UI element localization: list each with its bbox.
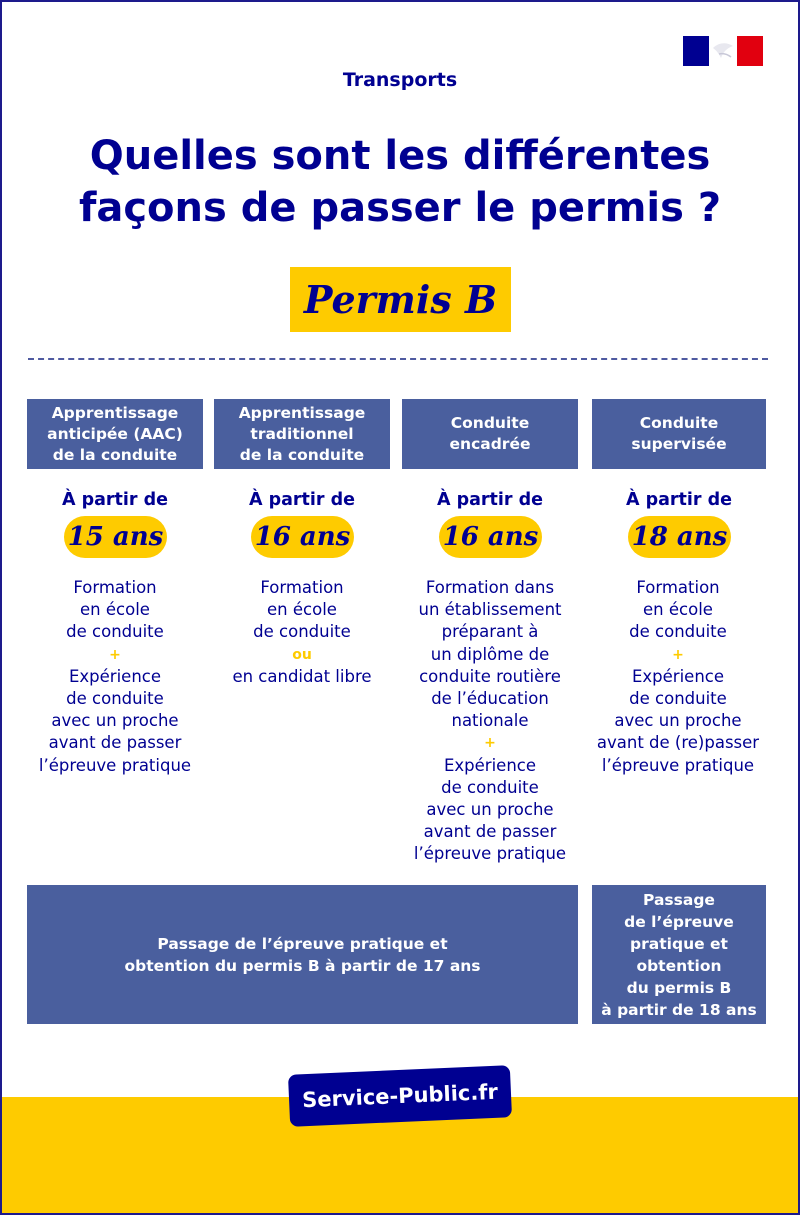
description-line: Formation [636, 578, 720, 597]
apartir-label: À partir de [61, 490, 169, 510]
description-line: préparant à [441, 622, 539, 642]
description-line: l’épreuve pratique [601, 755, 755, 775]
description-line: un diplôme de [430, 644, 550, 664]
age-pill [628, 516, 731, 558]
description-line: avec un proche [426, 800, 554, 820]
description-line: de conduite [66, 622, 164, 642]
description-line: Expérience [631, 666, 724, 686]
description-line: Expérience [443, 755, 536, 775]
page-title [0, 130, 800, 234]
plus-separator: + [484, 735, 496, 752]
column-header-aac [27, 399, 203, 469]
column-header-line: anticipée (AAC) [47, 424, 183, 443]
title-line-1: Quelles sont les différentes [89, 133, 711, 179]
apartir-label: À partir de [436, 490, 544, 510]
description-line: Formation [73, 578, 157, 597]
summary-line: obtention du permis B à partir de 17 ans [124, 956, 481, 975]
description-line: conduite routière [419, 666, 561, 686]
description-line: Formation [260, 578, 344, 597]
service-public-logo [288, 1065, 512, 1127]
permis-badge [290, 267, 511, 332]
description-line: Formation dans [425, 578, 555, 597]
description-line: en école [80, 600, 150, 620]
description-line: l’épreuve pratique [38, 755, 192, 775]
apartir-label: À partir de [248, 490, 356, 510]
column-description [580, 577, 776, 777]
age-pill [251, 516, 354, 558]
column-header-line: Conduite [450, 414, 530, 432]
description-line: en candidat libre [232, 666, 372, 686]
description-line: de conduite [441, 777, 539, 797]
column-header-line: traditionnel [250, 424, 354, 443]
column-header-line: Apprentissage [238, 403, 366, 422]
column-header-line: encadrée [449, 435, 531, 453]
description-line: de conduite [629, 689, 727, 709]
apartir-label: À partir de [625, 490, 733, 510]
description-line: avec un proche [614, 711, 742, 731]
age-value: 16 ans [254, 522, 351, 552]
plus-separator: + [672, 646, 684, 663]
description-line: avant de passer [48, 733, 182, 753]
ou-separator: ou [292, 646, 312, 663]
republique-francaise-flag-icon [683, 36, 763, 66]
summary-line: pratique et [630, 934, 728, 953]
description-line: de conduite [66, 689, 164, 709]
description-line: de conduite [629, 622, 727, 642]
column-header-line: de la conduite [52, 445, 178, 464]
age-pill [439, 516, 542, 558]
column-description [204, 577, 400, 688]
age-value: 18 ans [631, 522, 728, 552]
title-line-2: façons de passer le permis ? [78, 185, 722, 231]
column-header-line: supervisée [631, 435, 727, 453]
description-line: de conduite [253, 622, 351, 642]
dashed-divider [28, 358, 768, 360]
summary-line: à partir de 18 ans [601, 1000, 757, 1019]
summary-line: Passage [643, 890, 715, 909]
column-header-line: Conduite [639, 414, 719, 432]
description-line: avant de passer [423, 822, 557, 842]
summary-line: de l’épreuve [624, 912, 734, 931]
description-line: en école [643, 600, 713, 620]
column-header-encadree [402, 399, 578, 469]
description-line: de l’éducation [431, 689, 549, 709]
description-line: l’épreuve pratique [413, 844, 567, 864]
summary-box-18-ans [592, 885, 766, 1024]
summary-line: du permis B [626, 978, 732, 997]
description-line: un établissement [418, 600, 562, 620]
age-value: 15 ans [67, 522, 164, 552]
column-header-traditionnel [214, 399, 390, 469]
age-value: 16 ans [442, 522, 539, 552]
summary-box-17-ans [27, 885, 578, 1024]
description-line: nationale [451, 711, 529, 731]
column-description [392, 577, 588, 866]
column-header-line: Apprentissage [51, 403, 179, 422]
summary-line: Passage de l’épreuve pratique et [157, 934, 448, 953]
brand-label: Service-Public.fr [301, 1079, 499, 1113]
description-line: avant de (re)passer [596, 733, 760, 753]
plus-separator: + [109, 646, 121, 663]
column-description [17, 577, 213, 777]
description-line: en école [267, 600, 337, 620]
description-line: Expérience [68, 666, 161, 686]
permis-badge-label: Permis B [303, 277, 498, 322]
age-pill [64, 516, 167, 558]
category-label: Transports [342, 69, 458, 91]
description-line: avec un proche [51, 711, 179, 731]
column-header-supervisee [592, 399, 766, 469]
summary-line: obtention [636, 956, 722, 975]
column-header-line: de la conduite [239, 445, 365, 464]
